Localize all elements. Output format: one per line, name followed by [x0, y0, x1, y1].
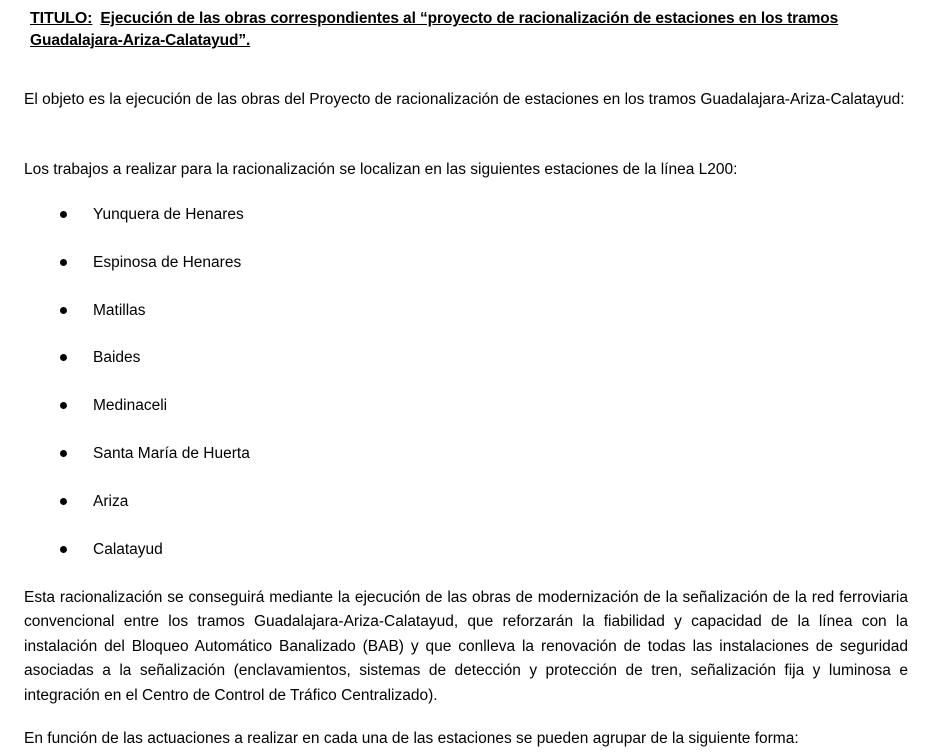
bullet-icon [60, 354, 67, 361]
bullet-icon [60, 546, 67, 553]
station-name: Santa María de Huerta [93, 444, 250, 462]
paragraph-modernization: Esta racionalización se conseguirá mediante la ejecución de las obras de modernización de la señalización de la red ferroviaria convencional entre los tramos Guadalajara-Ariza-Calatayud, que reforzarán la fiabilidad y capacidad de la línea con la instalación del Bloqueo Automático Banalizado (BAB) y que conlleva la renovación de todas las instalaciones de seguridad asociadas a la señalización (enclavamientos, sistemas de detección y protección de tren, señalización fija y luminosa e integración en el Centro de Control de Tráfico Centralizado). [24, 589, 908, 704]
bullet-icon [60, 450, 67, 457]
station-name: Matillas [93, 301, 146, 319]
station-name: Espinosa de Henares [93, 253, 242, 271]
bullet-icon [60, 402, 67, 409]
station-name: Baides [93, 349, 141, 367]
station-name: Ariza [93, 492, 129, 510]
paragraph-objective: El objeto es la ejecución de las obras del Proyecto de racionalización de estaciones en los tramos Guadalajara-Ariza-Calatayud: [24, 91, 905, 108]
paragraph-grouping: En función de las actuaciones a realizar en cada una de las estaciones se pueden agrupar de la siguiente forma: [24, 730, 799, 747]
paragraph-works-location: Los trabajos a realizar para la racionalización se localizan en las siguientes estaciones de la línea L200: [24, 161, 738, 178]
bullet-icon [60, 307, 67, 314]
bullet-icon [60, 259, 67, 266]
title-label: TITULO: [30, 10, 93, 27]
station-name: Yunquera de Henares [93, 206, 244, 223]
document-title [30, 8, 910, 52]
bullet-icon [60, 498, 67, 505]
station-name: Calatayud [93, 540, 163, 558]
bullet-icon [60, 211, 67, 218]
title-text: Ejecución de las obras correspondientes al “proyecto de racionalización de estaciones en los tramos Guadalajara-Ariza-Calatayud”. [30, 10, 839, 49]
station-name: Medinaceli [93, 397, 168, 415]
